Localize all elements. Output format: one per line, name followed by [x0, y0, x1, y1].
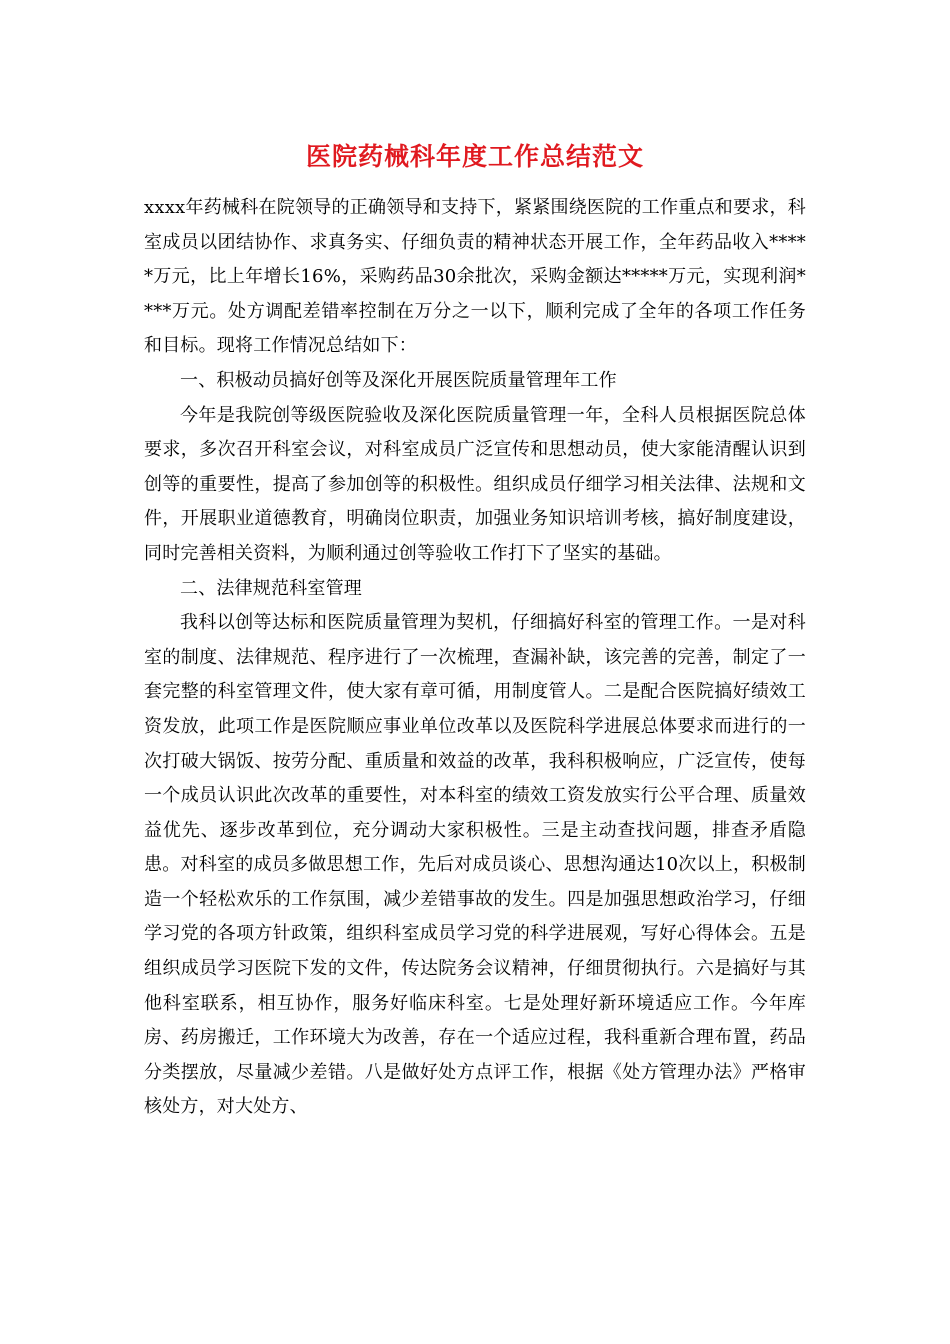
section-1-paragraph: 今年是我院创等级医院验收及深化医院质量管理一年，全科人员根据医院总体要求，多次召开科室会议，对科室成员广泛宣传和思想动员，使大家能清醒认识到创等的重要性，提高了参加创等的积极性。组织成员仔细学习相关法律、法规和文件，开展职业道德教育，明确岗位职责，加强业务知识培训考核，搞好制度建设，同时完善相关资料，为顺利通过创等验收工作打下了坚实的基础。	[144, 404, 806, 564]
section-2-heading: 二、法律规范科室管理	[180, 577, 362, 599]
document-content	[144, 140, 806, 1125]
section-2-paragraph: 我科以创等达标和医院质量管理为契机，仔细搞好科室的管理工作。一是对科室的制度、法律规范、程序进行了一次梳理，查漏补缺，该完善的完善，制定了一套完整的科室管理文件，使大家有章可循，用制度管人。二是配合医院搞好绩效工资发放，此项工作是医院顺应事业单位改革以及医院科学进展总体要求而进行的一次打破大锅饭、按劳分配、重质量和效益的改革，我科积极响应，广泛宣传，使每一个成员认识此次改革的重要性，对本科室的绩效工资发放实行公平合理、质量效益优先、逐步改革到位，充分调动大家积极性。三是主动查找问题，排查矛盾隐患。对科室的成员多做思想工作，先后对成员谈心、思想沟通达10次以上，积极制造一个轻松欢乐的工作氛围，减少差错事故的发生。四是加强思想政治学习，仔细学习党的各项方针政策，组织科室成员学习党的科学进展观，写好心得体会。五是组织成员学习医院下发的文件，传达院务会议精神，仔细贯彻执行。六是搞好与其他科室联系，相互协作，服务好临床科室。七是处理好新环境适应工作。今年库房、药房搬迁，工作环境大为改善，存在一个适应过程，我科重新合理布置，药品分类摆放，尽量减少差错。八是做好处方点评工作，根据《处方管理办法》严格审核处方，对大处方、	[144, 612, 806, 1118]
section-1-heading: 一、积极动员搞好创等及深化开展医院质量管理年工作	[180, 369, 617, 391]
document-title: 医院药械科年度工作总结范文	[305, 142, 644, 171]
intro-paragraph: xxxx年药械科在院领导的正确领导和支持下，紧紧围绕医院的工作重点和要求，科室成员以团结协作、求真务实、仔细负责的精神状态开展工作，全年药品收入*****万元，比上年增长16%，采购药品30余批次，采购金额达*****万元，实现利润****万元。处方调配差错率控制在万分之一以下，顺利完成了全年的各项工作任务和目标。现将工作情况总结如下：	[144, 197, 806, 357]
